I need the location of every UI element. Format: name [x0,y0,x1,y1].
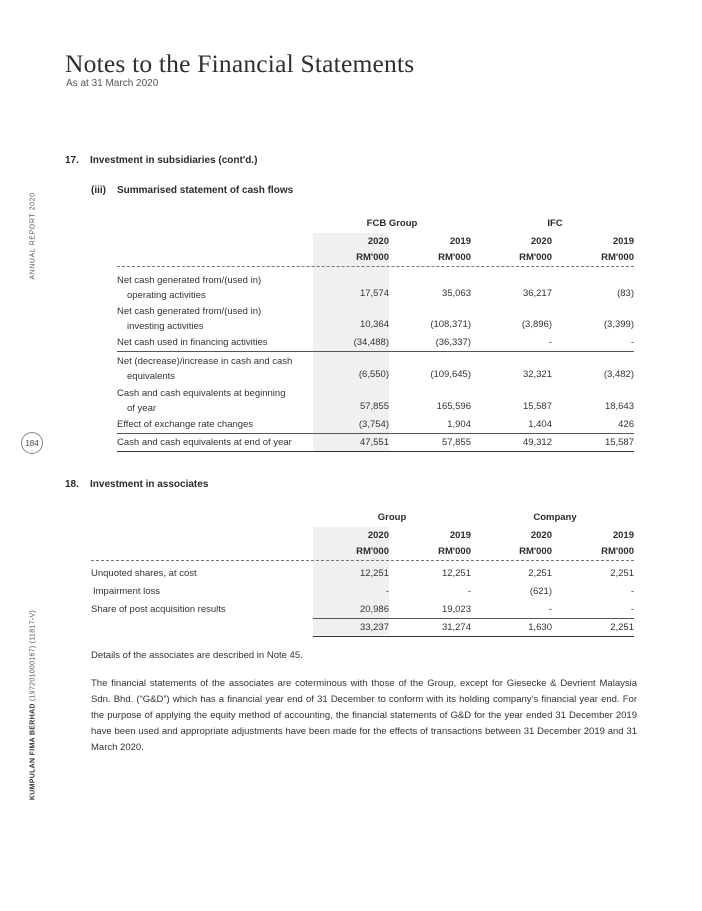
table-cell: 1,904 [447,419,471,430]
col-year: 2020 [367,530,389,541]
col-unit: RM'000 [356,252,389,263]
table-cell: 32,321 [522,369,552,380]
row-divider [117,351,634,352]
table-cell: (83) [617,288,634,299]
col-year: 2019 [449,530,471,541]
table-cell: 57,855 [359,401,389,412]
note17-col-header [558,234,634,266]
col-year: 2020 [530,236,552,247]
note18-col-header [395,528,471,560]
col-unit: RM'000 [519,546,552,557]
table-cell: 57,855 [441,437,471,448]
table-cell: - [385,586,389,597]
note17-col-header [476,234,552,266]
table-cell: 36,217 [522,288,552,299]
col-year: 2019 [612,530,634,541]
company-name: KUMPULAN FIMA BERHAD [29,703,37,801]
page-subtitle: As at 31 March 2020 [66,78,159,89]
note17-subheading [91,185,293,196]
row-divider [313,618,634,619]
note18-col-header [558,528,634,560]
annual-report-text: ANNUAL REPORT 2020 [29,192,37,280]
details-note: Details of the associates are described in Note 45. [91,650,303,661]
col-unit: RM'000 [519,252,552,263]
col-unit: RM'000 [356,546,389,557]
col-unit: RM'000 [438,252,471,263]
table-total-cell: 2,251 [610,622,634,633]
table-cell: (108,371) [430,319,471,330]
table-cell: 18,643 [604,401,634,412]
col-year: 2020 [530,530,552,541]
table-cell: (109,645) [430,369,471,380]
table-cell: 15,587 [522,401,552,412]
table-cell: 426 [618,419,634,430]
table-row-label: Net cash generated from/(used in) investing activities [117,306,262,332]
table-cell: (3,482) [603,369,634,380]
table-cell: 17,574 [359,288,389,299]
table-cell: - [548,604,552,615]
page-number: 184 [21,432,43,454]
table-cell: - [630,337,634,348]
note17-col-header [395,234,471,266]
table-bottom-rule [117,451,634,452]
note18-header-divider [91,560,634,561]
table-cell: 20,986 [359,604,389,615]
table-cell: (6,550) [358,369,389,380]
col-unit: RM'000 [601,252,634,263]
table-row-label: Cash and cash equivalents at beginning of year [117,388,286,414]
col-year: 2020 [367,236,389,247]
note18-col-header [313,528,389,560]
table-total-cell: 31,274 [441,622,471,633]
table-cell: - [630,604,634,615]
table-cell: 47,551 [359,437,389,448]
company-label-text [30,610,37,800]
associates-paragraph: The financial statements of the associates are coterminous with those of the Group, except for Giesecke & Devrient Malaysia Sdn. Bhd. (“G&D”) which has a financial year end of 31 December to conform with its holding company’s financial year end. For the purpose of applying the equity method of accounting, the financial statements of G&D for the year ended 31 December 2019 have been used and appropriate adjustments have been made for the effects of transactions between 31 December 2019 and 31 March 2020. [91,678,637,753]
table-cell: 1,404 [528,419,552,430]
table-row-label: Effect of exchange rate changes [117,419,254,430]
note17-sub-number: (iii) [91,185,106,196]
company-label [27,590,39,820]
table-row-label: Net cash generated from/(used in) operating activities [117,275,262,301]
table-cell: (621) [529,586,552,597]
table-cell: - [467,586,471,597]
table-cell: - [548,337,552,348]
annual-report-label [27,192,39,280]
table-cell: 15,587 [604,437,634,448]
note18-col-header [476,528,552,560]
note17-heading [65,155,257,166]
table-total-cell: 33,237 [359,622,389,633]
note18-group-company: Company [533,512,577,523]
company-reg: (197201000167) (11817-V) [29,609,37,702]
col-year: 2019 [612,236,634,247]
row-divider [117,433,634,434]
col-unit: RM'000 [601,546,634,557]
table-cell: - [630,586,634,597]
note17-title: Investment in subsidiaries (cont'd.) [90,155,258,166]
table-cell: (3,754) [358,419,389,430]
note17-number: 17. [65,155,79,166]
col-year: 2019 [449,236,471,247]
note17-group-fcb: FCB Group [366,218,418,229]
table-cell: 49,312 [522,437,552,448]
note17-col-header [313,234,389,266]
note18-heading [65,479,208,490]
table-cell: 10,364 [359,319,389,330]
note17-sub-title: Summarised statement of cash flows [117,185,294,196]
note17-header-divider [117,266,634,267]
table-row-label: Cash and cash equivalents at end of year [117,437,292,448]
col-unit: RM'000 [438,546,471,557]
note18-title: Investment in associates [90,479,209,490]
table-cell: (36,337) [435,337,471,348]
table-row-label: Share of post acquisition results [91,604,226,615]
page-title: Notes to the Financial Statements [65,49,415,78]
table-row-label: Net (decrease)/increase in cash and cash equivalents [117,356,293,382]
table-bottom-rule [313,636,634,637]
table-cell: 12,251 [359,568,389,579]
table-cell: (3,896) [521,319,552,330]
note18-number: 18. [65,479,79,490]
table-cell: (34,488) [353,337,389,348]
table-cell: (3,399) [603,319,634,330]
table-cell: 2,251 [610,568,634,579]
table-total-cell: 1,630 [528,622,552,633]
table-cell: 12,251 [441,568,471,579]
table-cell: 165,596 [436,401,471,412]
note18-group-group: Group [377,512,407,523]
table-row-label: Unquoted shares, at cost [91,568,197,579]
note17-group-ifc: IFC [547,218,563,229]
table-row-label: Net cash used in financing activities [117,337,268,348]
table-cell: 2,251 [528,568,552,579]
table-cell: 19,023 [441,604,471,615]
table-row-label: Impairment loss [93,586,161,597]
table-cell: 35,063 [441,288,471,299]
